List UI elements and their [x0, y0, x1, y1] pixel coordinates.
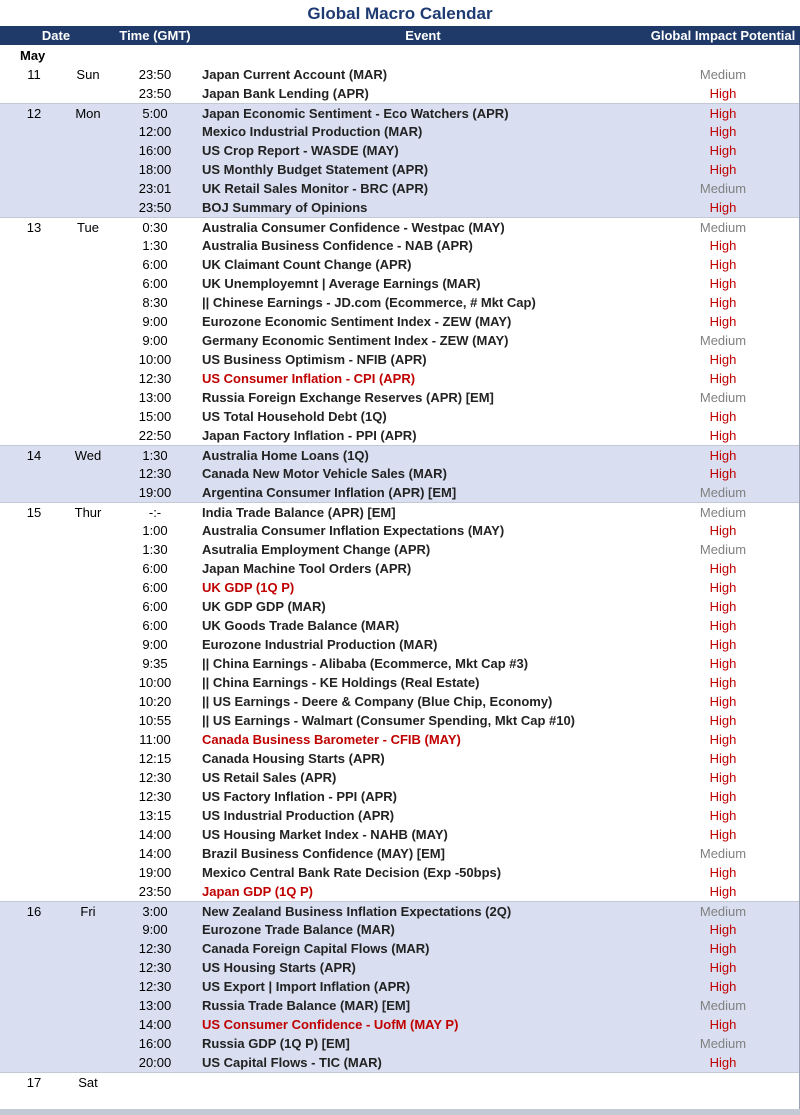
table-row — [0, 1015, 800, 1034]
cell-impact: High — [709, 827, 737, 842]
cell-event: UK Goods Trade Balance (MAR) — [202, 618, 400, 633]
table-row — [0, 483, 800, 502]
cell-event: Canada Housing Starts (APR) — [202, 751, 385, 766]
cell-impact: High — [709, 789, 737, 804]
cell-impact: Medium — [699, 67, 747, 82]
table-row — [0, 901, 800, 920]
cell-impact: High — [709, 599, 737, 614]
cell-impact: High — [709, 808, 737, 823]
table-row — [0, 540, 800, 559]
cell-event: || Chinese Earnings - JD.com (Ecommerce, # Mkt Cap) — [202, 295, 536, 310]
cell-time: 13:00 — [138, 390, 172, 405]
table-row — [0, 635, 800, 654]
cell-time: 6:00 — [142, 580, 168, 595]
table-row — [0, 692, 800, 711]
cell-event: US Capital Flows - TIC (MAR) — [202, 1055, 382, 1070]
cell-time: 22:50 — [138, 428, 172, 443]
table-row — [0, 673, 800, 692]
cell-impact: High — [709, 1017, 737, 1032]
table-row — [0, 198, 800, 217]
table-row — [0, 806, 800, 825]
cell-weekday: Sun — [76, 67, 100, 82]
table-row — [0, 160, 800, 179]
cell-time: 13:00 — [138, 998, 172, 1013]
cell-event: || China Earnings - KE Holdings (Real Estate) — [202, 675, 480, 690]
cell-time: 23:50 — [138, 200, 172, 215]
cell-time: 6:00 — [142, 276, 168, 291]
cell-time: 1:30 — [142, 448, 168, 463]
table-row — [0, 1072, 800, 1091]
cell-event: Mexico Central Bank Rate Decision (Exp -50bps) — [202, 865, 502, 880]
month-label: May — [20, 48, 46, 63]
cell-weekday: Tue — [77, 220, 99, 235]
cell-time: 20:00 — [138, 1055, 172, 1070]
cell-event: US Total Household Debt (1Q) — [202, 409, 387, 424]
cell-time: 10:20 — [138, 694, 172, 709]
cell-event: Russia GDP (1Q P) [EM] — [202, 1036, 350, 1051]
cell-event: UK Unemployemnt | Average Earnings (MAR) — [202, 276, 481, 291]
cell-event: US Industrial Production (APR) — [202, 808, 395, 823]
cell-event: Argentina Consumer Inflation (APR) [EM] — [202, 485, 457, 500]
cell-time: 12:30 — [138, 770, 172, 785]
cell-day: 12 — [26, 106, 42, 121]
table-row — [0, 521, 800, 540]
cell-event: Japan Economic Sentiment - Eco Watchers (APR) — [202, 106, 509, 121]
cell-time: 12:30 — [138, 789, 172, 804]
table-footer-band — [0, 1109, 800, 1115]
cell-time: 12:00 — [138, 124, 172, 139]
cell-impact: High — [709, 466, 737, 481]
cell-day: 11 — [27, 67, 41, 82]
table-row — [0, 464, 800, 483]
table-row — [0, 977, 800, 996]
table-row — [0, 350, 800, 369]
cell-impact: Medium — [699, 390, 747, 405]
table-row — [0, 730, 800, 749]
table-row — [0, 863, 800, 882]
cell-impact: High — [709, 162, 737, 177]
cell-impact: High — [709, 276, 737, 291]
cell-time: 12:15 — [138, 751, 172, 766]
cell-event: BOJ Summary of Opinions — [202, 200, 368, 215]
cell-impact: High — [709, 770, 737, 785]
cell-impact: High — [709, 448, 737, 463]
cell-impact: Medium — [699, 220, 747, 235]
cell-time: 10:00 — [138, 675, 172, 690]
table-row — [0, 597, 800, 616]
table-row — [0, 825, 800, 844]
cell-event: Asutralia Employment Change (APR) — [202, 542, 431, 557]
cell-event: New Zealand Business Inflation Expectations (2Q) — [202, 904, 512, 919]
cell-time: 6:00 — [142, 257, 168, 272]
table-row — [0, 103, 800, 122]
cell-time: 12:30 — [138, 941, 172, 956]
cell-event: Russia Trade Balance (MAR) [EM] — [202, 998, 411, 1013]
cell-event: Australia Business Confidence - NAB (APR) — [202, 238, 473, 253]
table-row — [0, 369, 800, 388]
cell-event: || US Earnings - Walmart (Consumer Spending, Mkt Cap #10) — [202, 713, 576, 728]
table-row — [0, 312, 800, 331]
cell-time: 1:30 — [142, 542, 168, 557]
cell-event: US Export | Import Inflation (APR) — [202, 979, 411, 994]
cell-event: Eurozone Industrial Production (MAR) — [202, 637, 438, 652]
cell-time: 6:00 — [142, 599, 168, 614]
table-row — [0, 996, 800, 1015]
cell-impact: High — [709, 106, 737, 121]
cell-impact: High — [709, 561, 737, 576]
cell-time: 6:00 — [142, 618, 168, 633]
cell-time: 14:00 — [138, 846, 172, 861]
table-row — [0, 65, 800, 84]
cell-impact: High — [709, 200, 737, 215]
cell-time: 23:50 — [138, 67, 172, 82]
cell-event: Mexico Industrial Production (MAR) — [202, 124, 423, 139]
table-row — [0, 749, 800, 768]
cell-impact: High — [709, 295, 737, 310]
cell-impact: High — [709, 713, 737, 728]
table-row — [0, 84, 800, 103]
cell-impact: High — [709, 86, 737, 101]
cell-time: 9:00 — [142, 333, 168, 348]
cell-impact: High — [709, 1055, 737, 1070]
cell-event: Australia Consumer Inflation Expectations (MAY) — [202, 523, 505, 538]
cell-event: US Housing Starts (APR) — [202, 960, 356, 975]
table-row — [0, 958, 800, 977]
cell-weekday: Sat — [78, 1075, 98, 1090]
cell-event: || US Earnings - Deere & Company (Blue Chip, Economy) — [202, 694, 553, 709]
cell-impact: High — [709, 257, 737, 272]
cell-event: Japan Machine Tool Orders (APR) — [202, 561, 412, 576]
table-row — [0, 236, 800, 255]
cell-day: 17 — [26, 1075, 42, 1090]
cell-event: Japan GDP (1Q P) — [202, 884, 314, 899]
table-row — [0, 616, 800, 635]
cell-event: US Consumer Inflation - CPI (APR) — [202, 371, 416, 386]
cell-impact: High — [709, 238, 737, 253]
cell-time: 14:00 — [138, 1017, 172, 1032]
column-header-time: Time (GMT) — [119, 28, 191, 43]
cell-weekday: Wed — [74, 448, 102, 463]
cell-impact: High — [709, 941, 737, 956]
table-header — [0, 26, 800, 45]
table-row — [0, 1053, 800, 1072]
cell-time: -:- — [148, 505, 162, 520]
cell-event: UK Retail Sales Monitor - BRC (APR) — [202, 181, 429, 196]
cell-event: India Trade Balance (APR) [EM] — [202, 505, 396, 520]
cell-impact: High — [709, 865, 737, 880]
cell-time: 23:50 — [138, 86, 172, 101]
cell-time: 1:30 — [142, 238, 168, 253]
table-row — [0, 768, 800, 787]
cell-impact: Medium — [699, 904, 747, 919]
cell-time: 1:00 — [142, 523, 168, 538]
cell-impact: High — [709, 314, 737, 329]
cell-impact: High — [709, 580, 737, 595]
cell-event: UK GDP GDP (MAR) — [202, 599, 326, 614]
table-row — [0, 255, 800, 274]
table-row — [0, 502, 800, 521]
table-row — [0, 331, 800, 350]
table-row — [0, 407, 800, 426]
cell-impact: Medium — [699, 998, 747, 1013]
column-header-date: Date — [41, 28, 71, 43]
cell-time: 9:00 — [142, 637, 168, 652]
table-row — [0, 274, 800, 293]
cell-time: 10:00 — [138, 352, 172, 367]
cell-impact: High — [709, 694, 737, 709]
table-row — [0, 1034, 800, 1053]
cell-event: Canada New Motor Vehicle Sales (MAR) — [202, 466, 447, 481]
cell-time: 5:00 — [142, 106, 168, 121]
cell-time: 10:55 — [138, 713, 172, 728]
cell-time: 12:30 — [138, 960, 172, 975]
cell-event: Canada Foreign Capital Flows (MAR) — [202, 941, 430, 956]
table-row — [0, 711, 800, 730]
cell-event: Eurozone Economic Sentiment Index - ZEW (MAY) — [202, 314, 512, 329]
cell-impact: High — [709, 637, 737, 652]
cell-impact: High — [709, 979, 737, 994]
cell-time: 16:00 — [138, 1036, 172, 1051]
cell-event: Japan Bank Lending (APR) — [202, 86, 369, 101]
cell-weekday: Thur — [74, 505, 102, 520]
cell-time: 13:15 — [138, 808, 172, 823]
cell-impact: High — [709, 143, 737, 158]
cell-time: 6:00 — [142, 561, 168, 576]
cell-event: US Business Optimism - NFIB (APR) — [202, 352, 427, 367]
cell-time: 19:00 — [138, 865, 172, 880]
table-row — [0, 939, 800, 958]
cell-impact: Medium — [699, 333, 747, 348]
cell-event: Japan Current Account (MAR) — [202, 67, 388, 82]
table-row — [0, 654, 800, 673]
cell-event: US Retail Sales (APR) — [202, 770, 337, 785]
cell-event: US Crop Report - WASDE (MAY) — [202, 143, 399, 158]
cell-time: 9:00 — [142, 314, 168, 329]
cell-impact: High — [709, 409, 737, 424]
cell-time: 12:30 — [138, 979, 172, 994]
cell-day: 13 — [26, 220, 42, 235]
table-row — [0, 388, 800, 407]
column-header-event: Event — [405, 28, 441, 43]
cell-impact: High — [709, 523, 737, 538]
cell-event: US Factory Inflation - PPI (APR) — [202, 789, 398, 804]
cell-time: 15:00 — [138, 409, 172, 424]
cell-event: US Consumer Confidence - UofM (MAY P) — [202, 1017, 459, 1032]
cell-impact: Medium — [699, 846, 747, 861]
table-row — [0, 426, 800, 445]
cell-event: Germany Economic Sentiment Index - ZEW (MAY) — [202, 333, 509, 348]
table-row — [0, 293, 800, 312]
cell-time: 12:30 — [138, 371, 172, 386]
cell-impact: High — [709, 675, 737, 690]
cell-time: 23:01 — [138, 181, 172, 196]
cell-time: 9:00 — [142, 922, 168, 937]
cell-event: Eurozone Trade Balance (MAR) — [202, 922, 395, 937]
cell-weekday: Fri — [80, 904, 96, 919]
table-row — [0, 920, 800, 939]
cell-event: Japan Factory Inflation - PPI (APR) — [202, 428, 417, 443]
table-row — [0, 141, 800, 160]
cell-time: 16:00 — [138, 143, 172, 158]
cell-time: 18:00 — [138, 162, 172, 177]
cell-impact: High — [709, 922, 737, 937]
cell-time: 19:00 — [138, 485, 172, 500]
table-row — [0, 122, 800, 141]
cell-event: Russia Foreign Exchange Reserves (APR) [EM] — [202, 390, 494, 405]
cell-impact: Medium — [699, 505, 747, 520]
cell-impact: Medium — [699, 181, 747, 196]
cell-time: 23:50 — [138, 884, 172, 899]
cell-impact: High — [709, 656, 737, 671]
cell-impact: High — [709, 124, 737, 139]
cell-impact: High — [709, 884, 737, 899]
cell-event: Brazil Business Confidence (MAY) [EM] — [202, 846, 445, 861]
cell-event: UK Claimant Count Change (APR) — [202, 257, 412, 272]
cell-weekday: Mon — [75, 106, 101, 121]
cell-time: 8:30 — [142, 295, 168, 310]
calendar-title: Global Macro Calendar — [307, 4, 493, 23]
cell-day: 16 — [26, 904, 42, 919]
cell-time: 9:35 — [142, 656, 168, 671]
cell-impact: High — [709, 732, 737, 747]
calendar-table-body — [0, 65, 800, 1091]
cell-time: 3:00 — [142, 904, 168, 919]
cell-time: 12:30 — [138, 466, 172, 481]
cell-event: US Monthly Budget Statement (APR) — [202, 162, 429, 177]
cell-time: 14:00 — [138, 827, 172, 842]
cell-day: 15 — [26, 505, 42, 520]
table-row — [0, 559, 800, 578]
table-row — [0, 578, 800, 597]
cell-event: Australia Home Loans (1Q) — [202, 448, 369, 463]
cell-event: || China Earnings - Alibaba (Ecommerce, Mkt Cap #3) — [202, 656, 529, 671]
cell-impact: High — [709, 428, 737, 443]
cell-impact: High — [709, 352, 737, 367]
cell-event: US Housing Market Index - NAHB (MAY) — [202, 827, 448, 842]
cell-time: 0:30 — [142, 220, 168, 235]
cell-event: Canada Business Barometer - CFIB (MAY) — [202, 732, 461, 747]
cell-impact: High — [709, 751, 737, 766]
cell-impact: Medium — [699, 485, 747, 500]
table-row — [0, 445, 800, 464]
cell-impact: High — [709, 618, 737, 633]
cell-impact: High — [709, 960, 737, 975]
table-row — [0, 787, 800, 806]
table-row — [0, 217, 800, 236]
cell-day: 14 — [26, 448, 42, 463]
cell-time: 11:00 — [139, 732, 171, 747]
table-row — [0, 179, 800, 198]
column-header-impact: Global Impact Potential — [650, 28, 796, 43]
cell-event: Australia Consumer Confidence - Westpac (MAY) — [202, 220, 505, 235]
cell-event: UK GDP (1Q P) — [202, 580, 295, 595]
table-row — [0, 844, 800, 863]
table-row — [0, 882, 800, 901]
cell-impact: Medium — [699, 542, 747, 557]
cell-impact: High — [709, 371, 737, 386]
cell-impact: Medium — [699, 1036, 747, 1051]
